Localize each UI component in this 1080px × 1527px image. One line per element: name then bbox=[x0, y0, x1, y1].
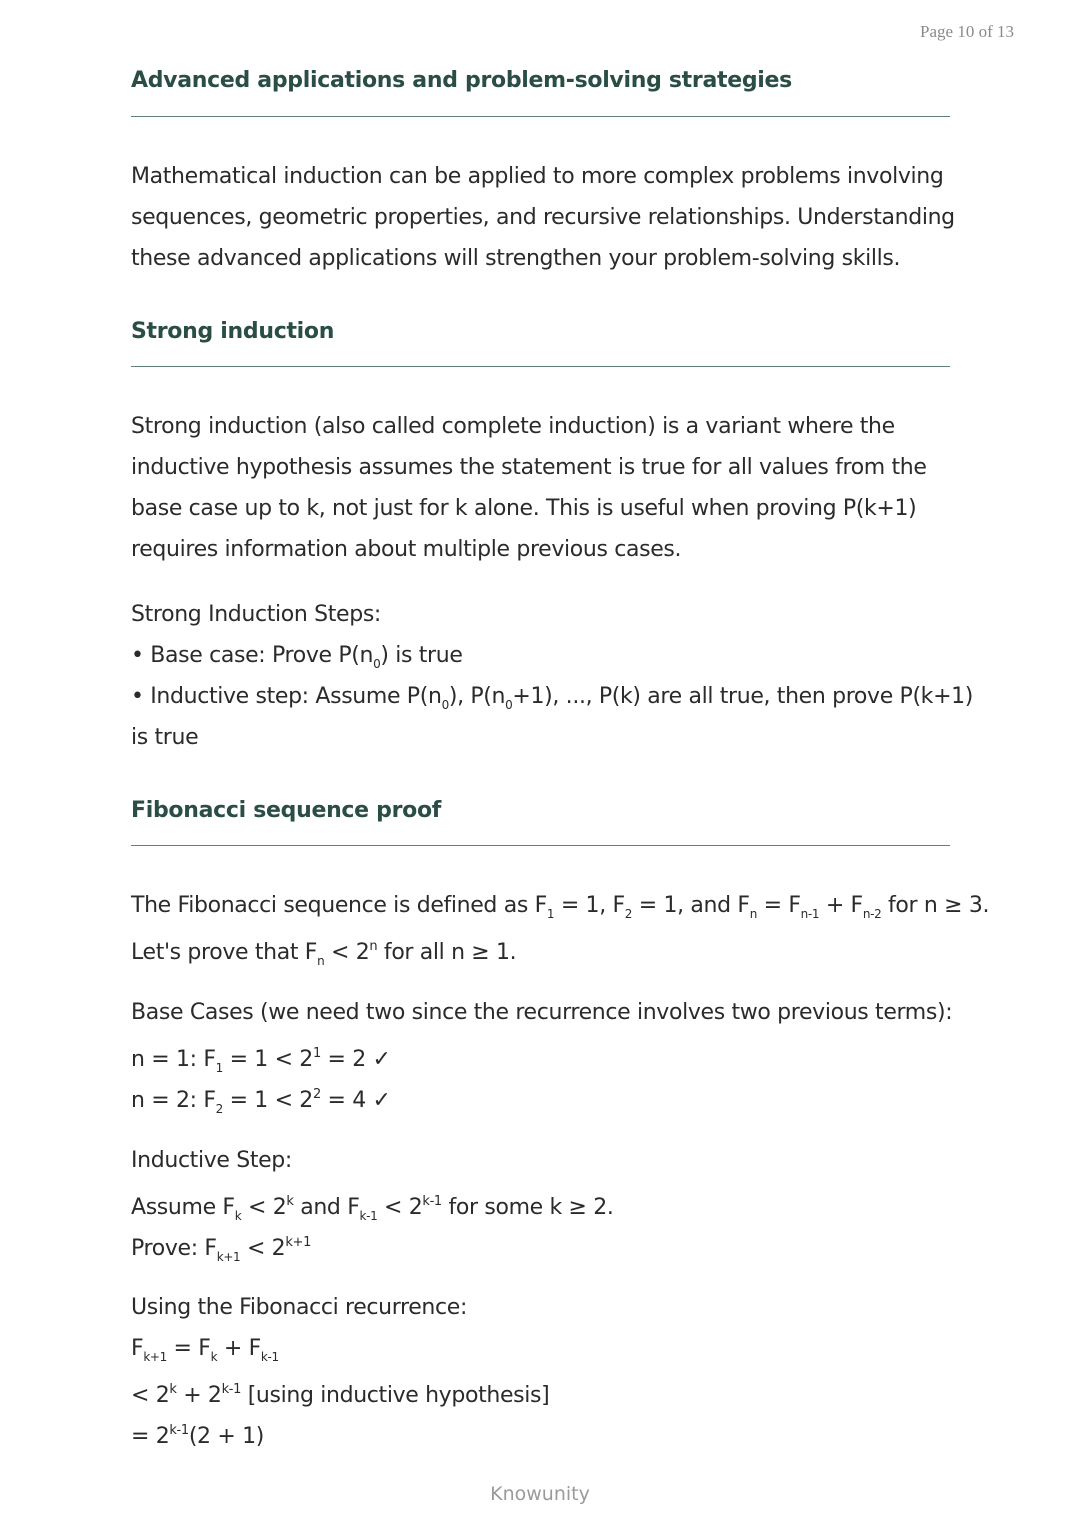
section-heading-strong-induction: Strong induction bbox=[131, 319, 335, 344]
steps-title: Strong Induction Steps: bbox=[131, 602, 381, 627]
recurrence-line-1: $F_{k+1} = F_k + F_{k-1}$ bbox=[131, 1336, 279, 1364]
text-line: Mathematical induction can be applied to more complex problems involving bbox=[131, 164, 944, 189]
text-line: base case up to k, not just for k alone. This is useful when proving P(k+1) bbox=[131, 496, 917, 521]
text-line: Strong induction (also called complete induction) is a variant where the bbox=[131, 414, 895, 439]
recurrence-line-3: = $2^{k-1}(2 + 1)$ bbox=[131, 1423, 264, 1449]
assumption-line: Assume $F_k < 2^k$ and $F_{k-1} < 2^{k-1}$ for some k ≥ 2. bbox=[131, 1194, 614, 1223]
inductive-step-title: Inductive Step: bbox=[131, 1148, 292, 1173]
base-cases-title: Base Cases (we need two since the recurrence involves two previous terms): bbox=[131, 1000, 953, 1025]
text-line: requires information about multiple previous cases. bbox=[131, 537, 682, 562]
definition-line: The Fibonacci sequence is defined as $F_1 = 1$, $F_2 = 1$, and $F_n = F_{n-1} + F_{n-2}$ for n ≥ 3. bbox=[131, 893, 990, 921]
section-heading-fibonacci: Fibonacci sequence proof bbox=[131, 798, 442, 823]
heading-divider bbox=[131, 366, 950, 367]
base-case-step: • Base case: Prove $P(n_0)$ is true bbox=[131, 643, 463, 671]
strong-induction-steps bbox=[131, 594, 974, 758]
fibonacci-definition bbox=[131, 885, 990, 968]
base-case-n2: n = 2: $F_2 = 1 < 2^2 = 4$ ✓ bbox=[131, 1087, 391, 1116]
text-line: sequences, geometric properties, and recursive relationships. Understanding bbox=[131, 205, 955, 230]
base-cases bbox=[131, 992, 961, 1115]
recurrence-line-2: < $2^k + 2^{k-1}$ [using inductive hypothesis] bbox=[131, 1382, 550, 1408]
base-case-n1: n = 1: $F_1 = 1 < 2^1 = 2$ ✓ bbox=[131, 1046, 391, 1075]
page-number: Page 10 of 13 bbox=[920, 22, 1014, 41]
inductive-step-block bbox=[131, 1140, 961, 1263]
text-line: these advanced applications will strengthen your problem-solving skills. bbox=[131, 246, 901, 271]
inductive-step-continued: is true bbox=[131, 725, 199, 750]
recurrence-title: Using the Fibonacci recurrence: bbox=[131, 1295, 468, 1320]
intro-paragraph bbox=[131, 156, 961, 279]
heading-divider bbox=[131, 116, 950, 117]
text-line: inductive hypothesis assumes the statement is true for all values from the bbox=[131, 455, 927, 480]
claim-line: Let's prove that $F_n < 2^n$ for all n ≥ 1. bbox=[131, 939, 517, 968]
footer-watermark: Knowunity bbox=[490, 1483, 590, 1505]
heading-divider bbox=[131, 845, 950, 846]
section-heading-advanced-applications: Advanced applications and problem-solving strategies bbox=[131, 68, 792, 93]
inductive-step: • Inductive step: Assume $P(n_0)$, $P(n_0+1)$, ..., P(k) are all true, then prove P(k+1) bbox=[131, 684, 974, 712]
recurrence-block bbox=[131, 1287, 961, 1451]
strong-induction-paragraph bbox=[131, 406, 961, 570]
prove-line: Prove: $F_{k+1} < 2^{k+1}$ bbox=[131, 1235, 311, 1264]
